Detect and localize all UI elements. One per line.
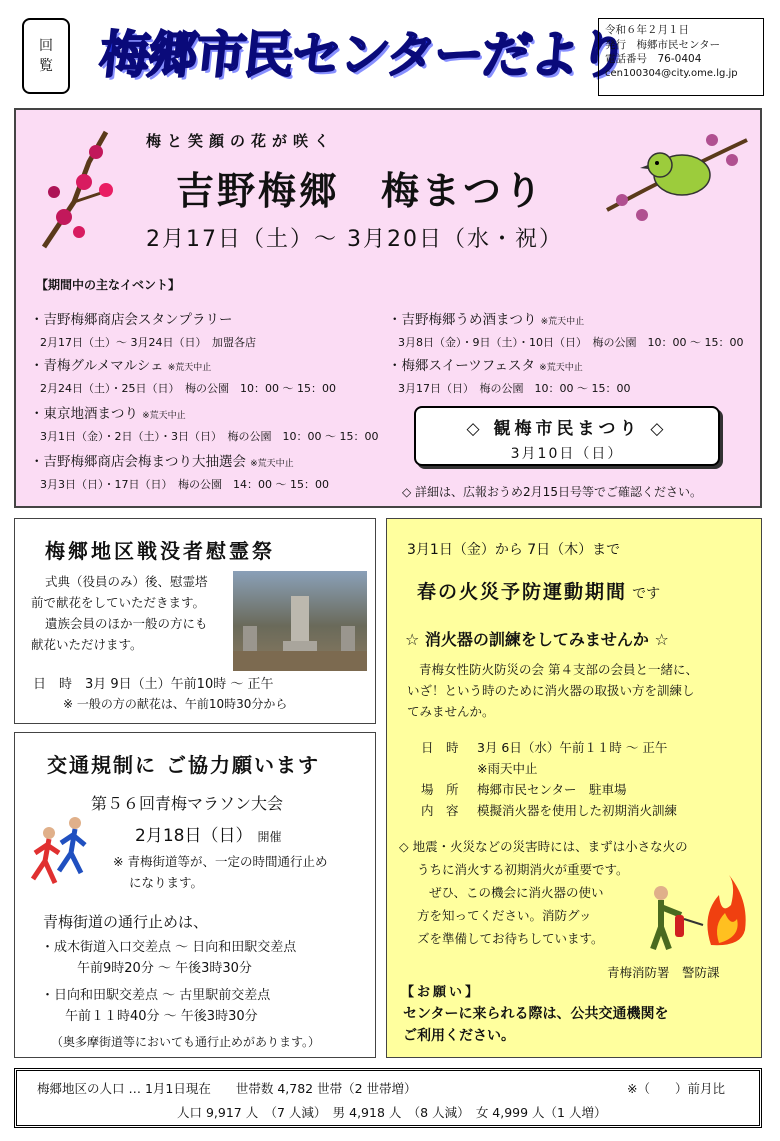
memorial-line: 遺族会員のほか一般の方にも [45, 616, 208, 631]
closure-time: 午前１１時40分 ～ 午後3時30分 [65, 1009, 258, 1024]
memorial-note: ※ 一般の方の献花は、午前10時30分から [63, 697, 288, 711]
event-item [30, 450, 329, 492]
fire-row [421, 737, 677, 758]
marathon-name: 第５６回青梅マラソン大会 [91, 794, 284, 813]
traffic-note-line: ※ 青梅街道等が、一定の時間通行止め [113, 854, 328, 869]
request-line: ご利用ください。 [403, 1028, 515, 1044]
fire-body-line: 青梅女性防火防災の会 第４支部の会員と一緒に、 [419, 662, 698, 677]
fire-title: 春の火災予防運動期間 [417, 581, 628, 603]
closure-footnote: （奥多摩街道等においても通行止めがあります。） [51, 1035, 321, 1049]
diamond-icon: ◇ [466, 419, 484, 439]
memorial-section [14, 518, 376, 724]
monument-icon [233, 571, 367, 671]
fire-body-line: いざ！という時のために消火器の取扱い方を訓練し [407, 683, 695, 698]
fire-tip-line: うちに消火する初期消火が重要です。 [417, 862, 629, 877]
kanbai-festival-box [414, 406, 720, 466]
fire-title-suffix: です [632, 586, 661, 602]
fire-title-line [417, 577, 660, 604]
event-item [388, 308, 743, 350]
diamond-icon: ◇ [650, 419, 668, 439]
fire-row-key: 日 時 [421, 740, 459, 755]
bird-on-branch-icon [602, 120, 752, 240]
memorial-line: 式典（役員のみ）後、慰霊塔 [45, 574, 208, 589]
plum-branch-icon [34, 122, 124, 252]
event-detail: 3月1日（金）・2日（土）・3日（日） 梅の公園 10：00 ～ 15：00 [40, 430, 379, 443]
event-detail: 3月8日（金）・9日（土）・10日（日） 梅の公園 10：00 ～ 15：00 [398, 336, 744, 349]
events-heading: 【期間中の主なイベント】 [36, 278, 181, 292]
marathon-date-suffix: 開催 [257, 830, 282, 844]
memorial-line: 献花いただけます。 [31, 637, 143, 652]
closure-route: ・日向和田駅交差点 ～ 古里駅前交差点 [41, 988, 271, 1003]
fire-tip-line: ぜひ、この機会に消火器の使い [429, 885, 604, 900]
fire-tip-line: 方を知ってください。消防グッ [417, 908, 592, 923]
population-line2: 人口 9,917 人 （7 人減） 男 4,918 人 （8 人減） 女 4,999 人（1 人増） [177, 1105, 607, 1120]
fire-row-value: 3月 6日（水）午前１１時 ～ 正午 [477, 740, 668, 755]
event-name: ・梅郷スイーツフェスタ [388, 358, 536, 374]
fire-tip-line: ズを準備してお待ちしています。 [417, 931, 604, 946]
issue-email: cen100304@city.ome.lg.jp [605, 67, 738, 79]
closure-time: 午前9時20分 ～ 午後3時30分 [77, 961, 252, 976]
event-item [30, 402, 378, 444]
event-detail: 3月17日（日） 梅の公園 10：00 ～ 15：00 [398, 382, 631, 395]
request-heading: 【お願い】 [401, 985, 482, 1000]
runners-icon [23, 813, 103, 893]
fire-period: 3月1日（金）から 7日（木）まで [407, 542, 621, 558]
event-note: ※荒天中止 [167, 363, 212, 373]
memorial-date: 日 時 3月 9日（土）午前10時 ～ 正午 [33, 677, 274, 692]
issue-info [598, 18, 764, 96]
kanbai-title: 観梅市民まつり [493, 419, 641, 439]
fire-row [421, 800, 677, 821]
fire-body-line: てみませんか。 [407, 704, 495, 719]
event-detail: 3月3日（日）・17日（日） 梅の公園 14：00 ～ 15：00 [40, 478, 329, 491]
fire-row-key: 内 容 [421, 803, 459, 818]
fire-row-value: 模擬消火器を使用した初期消火訓練 [477, 803, 678, 818]
closure-list [41, 937, 296, 1027]
population-line1: 梅郷地区の人口 … 1月1日現在 世帯数 4,782 世帯（2 世帯増） [37, 1081, 417, 1096]
issue-publisher: 発行 梅郷市民センター [605, 38, 721, 51]
event-name: ・東京地酒まつり [30, 406, 138, 422]
issue-date: 令和６年２月１日 [605, 24, 689, 36]
kairan-label: 回 覧 [39, 38, 53, 74]
request-text [403, 1003, 668, 1047]
traffic-note [113, 851, 327, 893]
request-line: センターに来られる際は、公共交通機関を [403, 1006, 669, 1022]
event-item [30, 354, 336, 396]
event-note: ※荒天中止 [142, 411, 186, 421]
memorial-photo [233, 571, 367, 671]
traffic-title: 交通規制に ご協力願います [47, 753, 320, 777]
event-name: ・吉野梅郷商店会スタンプラリー [30, 312, 233, 328]
newsletter-title: 梅郷市民センターだより [96, 26, 630, 84]
event-note: ※荒天中止 [250, 459, 294, 469]
marathon-date-line [135, 821, 282, 846]
fire-signature: 青梅消防署 警防課 [607, 965, 720, 980]
memorial-line: 前で献花をしていただきます。 [31, 595, 206, 610]
event-name: ・青梅グルメマルシェ [30, 358, 164, 374]
fire-tip-line: ◇ 地震・火災などの災害時には、まずは小さな火の [399, 839, 688, 854]
event-detail: 2月17日（土）～ 3月24日（日） 加盟各店 [40, 336, 256, 349]
fire-subtitle: ☆ 消火器の訓練をしてみませんか ☆ [405, 630, 669, 649]
event-detail: 2月24日（土）・25日（日） 梅の公園 10：00 ～ 15：00 [40, 382, 336, 395]
fire-body [407, 659, 698, 722]
event-name: ・吉野梅郷うめ酒まつり [388, 312, 537, 328]
event-item [30, 308, 256, 350]
plum-festival-section [14, 108, 762, 508]
festival-subtitle: 梅と笑顔の花が咲く [146, 132, 336, 150]
fire-row [421, 758, 677, 779]
traffic-section [14, 732, 376, 1058]
memorial-title: 梅郷地区戦没者慰霊祭 [45, 539, 275, 563]
marathon-date: 2月18日（日） [135, 826, 253, 846]
issue-phone: 電話番号 76-0404 [605, 53, 702, 65]
population-box [14, 1068, 762, 1128]
kairan-badge [22, 18, 70, 94]
fire-row [421, 779, 677, 800]
memorial-body [31, 571, 241, 655]
event-name: ・吉野梅郷商店会梅まつり大抽選会 [30, 454, 246, 470]
festival-dates: 2月17日（土）～ 3月20日（水・祝） [146, 227, 563, 252]
fire-row-key: 場 所 [421, 782, 459, 797]
detail-note: ◇ 詳細は、広報おうめ2月15日号等でご確認ください。 [402, 485, 702, 499]
closure-route: ・成木街道入口交差点 ～ 日向和田駅交差点 [41, 940, 297, 955]
traffic-note-line: になります。 [129, 875, 204, 890]
fire-row-value: ※雨天中止 [477, 761, 538, 776]
festival-title: 吉野梅郷 梅まつり [176, 168, 546, 213]
fire-extinguisher-icon [641, 875, 751, 955]
population-note: ※（ ）前月比 [627, 1081, 725, 1096]
event-item [388, 354, 630, 396]
fire-prevention-section [386, 518, 762, 1058]
fire-details [421, 737, 677, 821]
kanbai-date: 3月10日（日） [510, 446, 624, 462]
event-note: ※荒天中止 [540, 317, 585, 327]
closure-heading: 青梅街道の通行止めは、 [43, 913, 209, 931]
fire-row-value: 梅郷市民センター 駐車場 [477, 782, 627, 797]
event-note: ※荒天中止 [539, 363, 583, 373]
